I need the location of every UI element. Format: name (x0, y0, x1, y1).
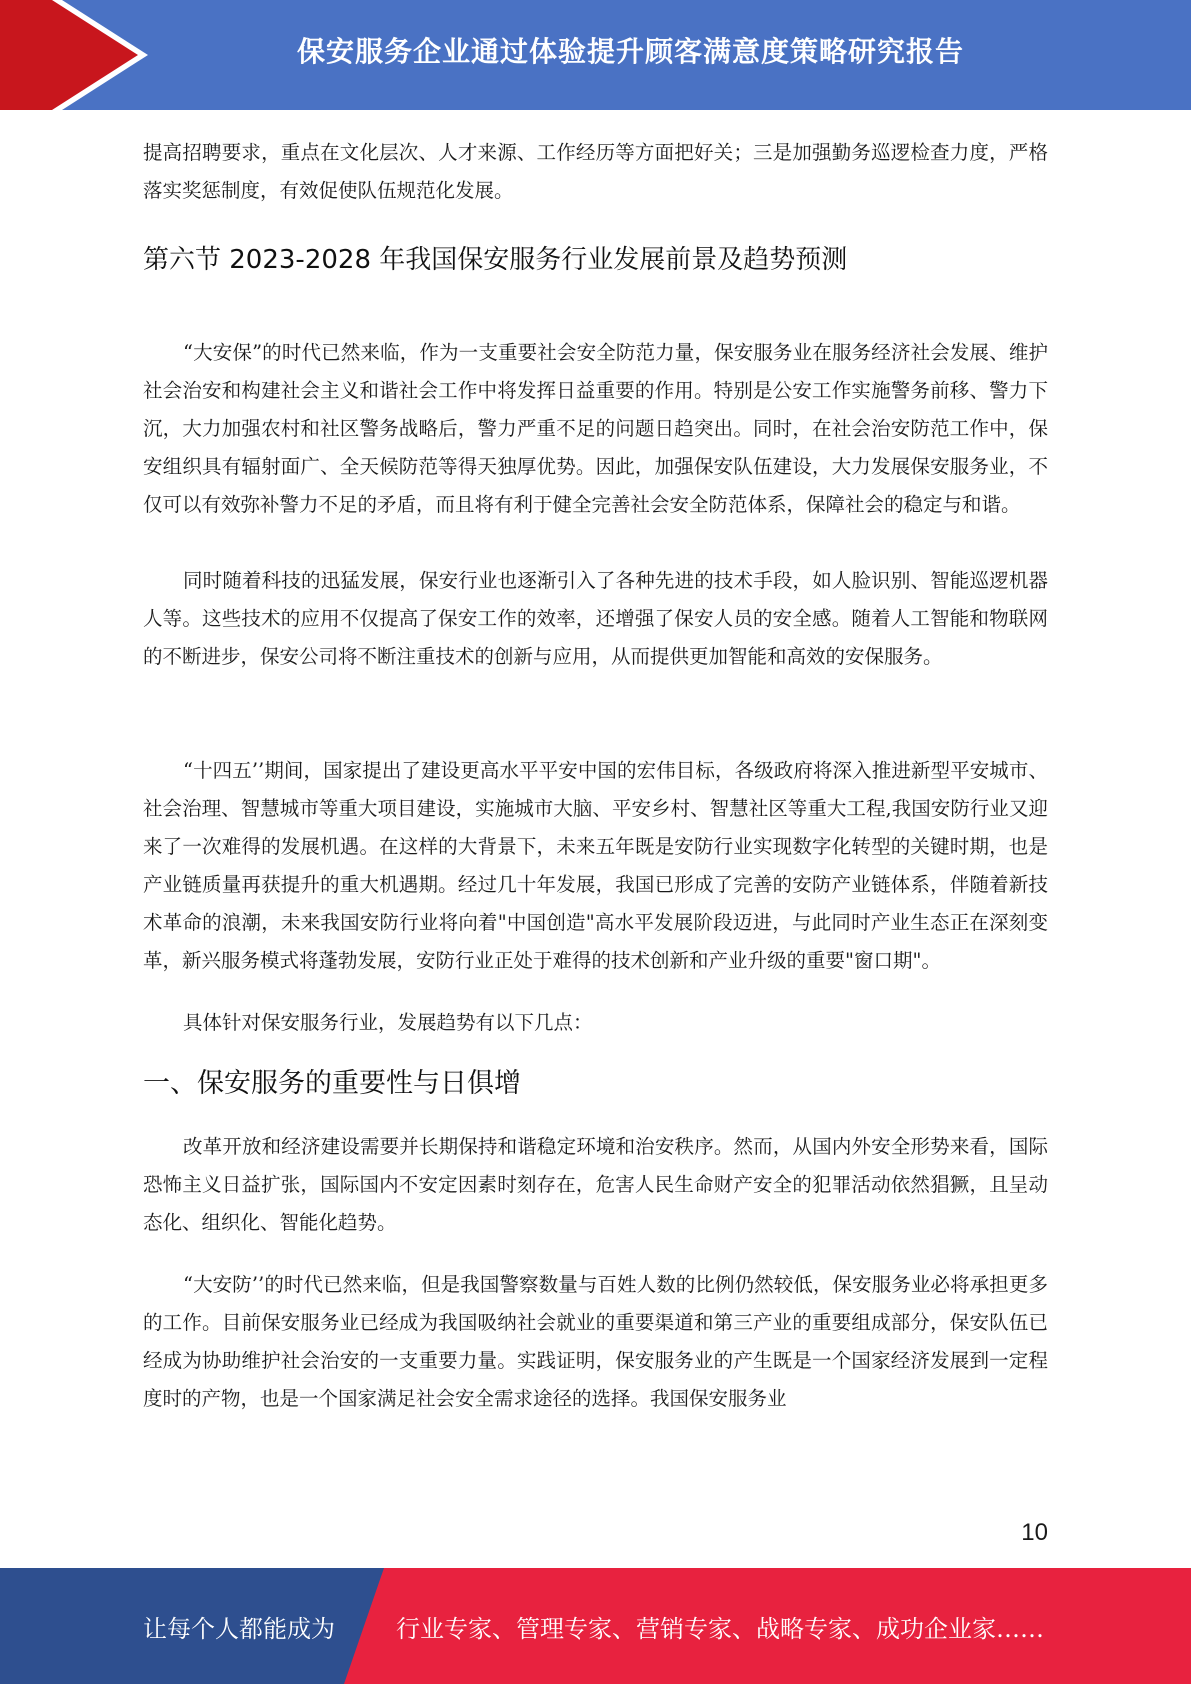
body-paragraph: 具体针对保安服务行业，发展趋势有以下几点： (183, 1011, 593, 1034)
body-paragraph: “大安保”的时代已然来临，作为一支重要社会安全防范力量，保安服务业在服务经济社会发展、维护社会治安和构建社会主义和谐社会工作中将发挥日益重要的作用。特别是公安工作实施警务前移、警力下沉，大力加强农村和社区警务战略后，警力严重不足的问题日趋突出。同时，在社会治安防范工作中，保安组织具有辐射面广、全天候防范等得天独厚优势。因此，加强保安队伍建设，大力发展保安服务业，不仅可以有效弥补警力不足的矛盾，而且将有利于健全完善社会安全防范体系，保障社会的稳定与和谐。 (143, 341, 1048, 516)
sub-heading: 一、保安服务的重要性与日俱增 (143, 1068, 521, 1099)
body-paragraph: 改革开放和经济建设需要并长期保持和谐稳定环境和治安秩序。然而，从国内外安全形势来看，国际恐怖主义日益扩张，国际国内不安定因素时刻存在，危害人民生命财产安全的犯罪活动依然猖獗，且呈动态化、组织化、智能化趋势。 (143, 1135, 1048, 1234)
page-header (0, 0, 1191, 110)
body-paragraph: 同时随着科技的迅猛发展，保安行业也逐渐引入了各种先进的技术手段，如人脸识别、智能巡逻机器人等。这些技术的应用不仅提高了保安工作的效率，还增强了保安人员的安全感。随着人工智能和物联网的不断进步，保安公司将不断注重技术的创新与应用，从而提供更加智能和高效的安保服务。 (143, 569, 1048, 668)
intro-paragraph: 提高招聘要求，重点在文化层次、人才来源、工作经历等方面把好关；三是加强勤务巡逻检查力度，严格落实奖惩制度，有效促使队伍规范化发展。 (143, 141, 1048, 202)
report-title: 保安服务企业通过体验提升顾客满意度策略研究报告 (296, 35, 964, 68)
footer-slogan-right: 行业专家、管理专家、营销专家、战略专家、成功企业家…… (396, 1614, 1044, 1643)
body-paragraph: “十四五’’期间，国家提出了建设更高水平平安中国的宏伟目标，各级政府将深入推进新型平安城市、社会治理、智慧城市等重大项目建设，实施城市大脑、平安乡村、智慧社区等重大工程,我国安防行业又迎来了一次难得的发展机遇。在这样的大背景下，未来五年既是安防行业实现数字化转型的关键时期，也是产业链质量再获提升的重大机遇期。经过几十年发展，我国已形成了完善的安防产业链体系，伴随着新技术革命的浪潮，未来我国安防行业将向着"中国创造"高水平发展阶段迈进，与此同时产业生态正在深刻变革，新兴服务模式将蓬勃发展，安防行业正处于难得的技术创新和产业升级的重要"窗口期"。 (143, 759, 1048, 972)
section-heading: 第六节 2023-2028 年我国保安服务行业发展前景及趋势预测 (143, 245, 848, 275)
body-paragraph: “大安防’’的时代已然来临，但是我国警察数量与百姓人数的比例仍然较低，保安服务业必将承担更多的工作。目前保安服务业已经成为我国吸纳社会就业的重要渠道和第三产业的重要组成部分，保安队伍已经成为协助维护社会治安的一支重要力量。实践证明，保安服务业的产生既是一个国家经济发展到一定程度时的产物，也是一个国家满足社会安全需求途径的选择。我国保安服务业 (143, 1273, 1048, 1410)
page-number: 10 (1021, 1519, 1048, 1546)
footer-slogan-left: 让每个人都能成为 (143, 1614, 335, 1643)
page-footer (0, 1568, 1191, 1684)
page-body (143, 134, 1048, 1418)
